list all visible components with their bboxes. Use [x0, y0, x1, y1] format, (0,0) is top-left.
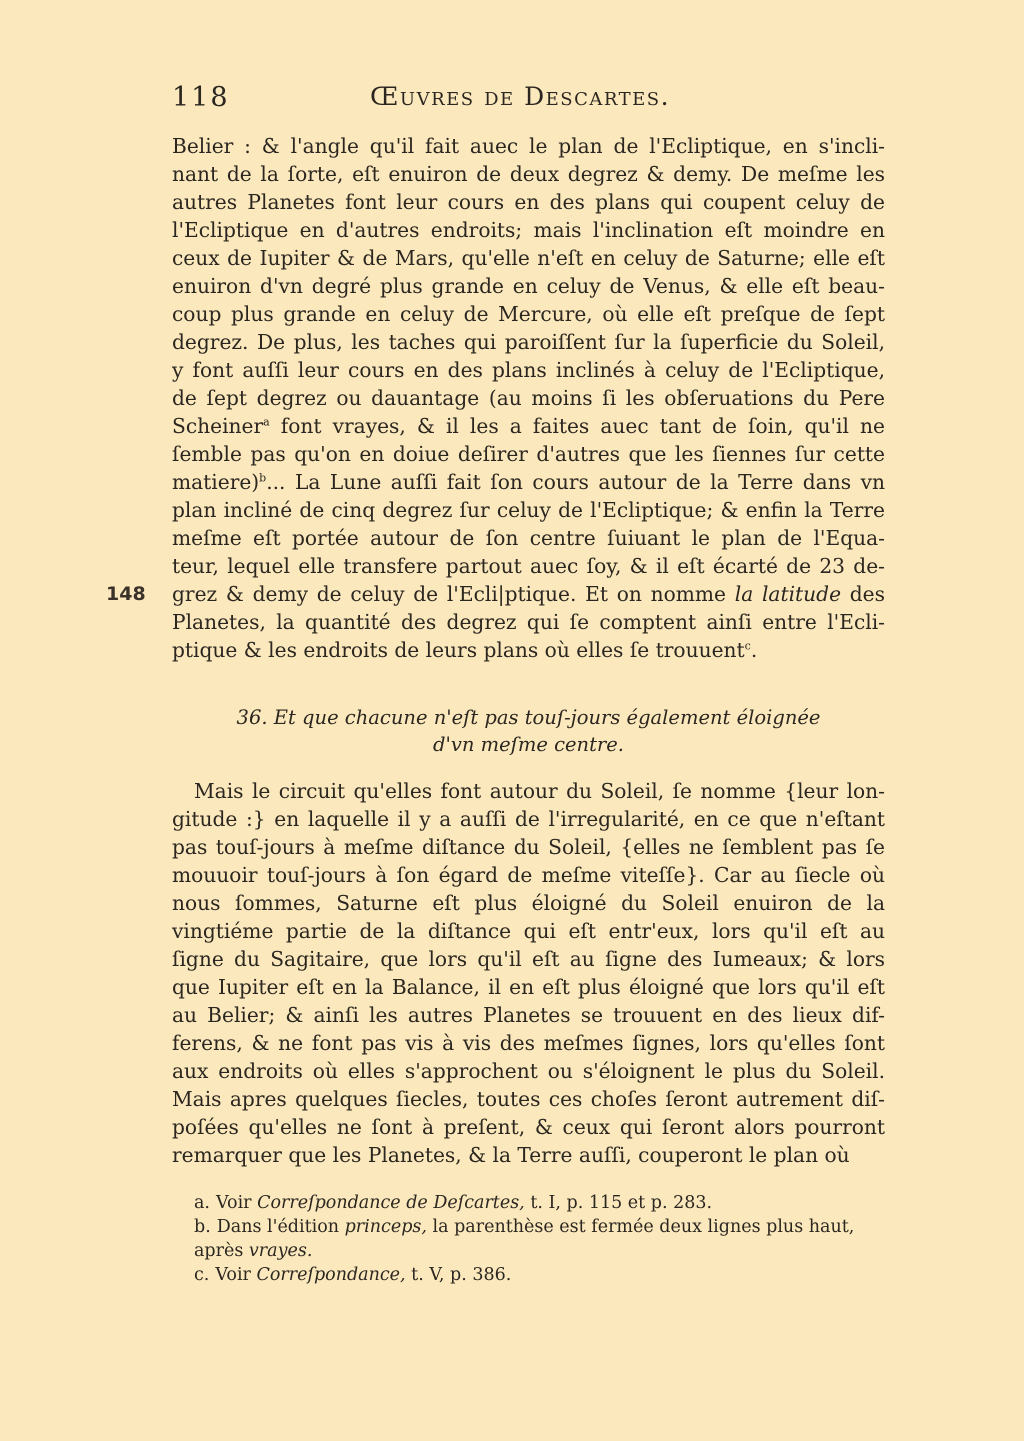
text-line: gitude :} en laquelle il y a auſſi de l'irregularité, en ce que n'eſtant — [172, 807, 885, 831]
section-heading-line: 36. Et que chacune n'eſt pas touſ-jours également éloignée — [236, 706, 821, 729]
footnotes — [172, 1191, 885, 1287]
text-line: mouuoir touſ-jours à ſon égard de meſme viteſſe}. Car au ſiecle où — [172, 863, 885, 887]
italic-span: la latitude — [734, 582, 842, 606]
text-line: Belier : & l'angle qu'il fait auec le plan de l'Ecliptique, en s'incli- — [172, 134, 885, 158]
text-line: meſme eſt portée autour de ſon centre ſuiuant le plan de l'Equa- — [172, 526, 885, 550]
paragraph-latitude — [172, 132, 885, 664]
section-heading-36 — [172, 704, 885, 758]
margin-page-reference: 148 — [106, 583, 146, 605]
text-line: y font auſſi leur cours en des plans inclinés à celuy de l'Ecliptique, — [172, 358, 885, 382]
text-line: ceux de Iupiter & de Mars, qu'elle n'eſt en celuy de Saturne; elle eſt — [172, 246, 885, 270]
text-line: pas touſ-jours à meſme diſtance du Soleil, {elles ne ſemblent pas ſe — [172, 835, 885, 859]
text-line: nant de la ſorte, eſt enuiron de deux degrez & demy. De meſme les — [172, 162, 885, 186]
text-line: coup plus grande en celuy de Mercure, où elle eſt preſque de ſept — [172, 302, 885, 326]
footnote-label: b. — [194, 1217, 211, 1237]
text-line: enuiron d'vn degré plus grande en celuy de Venus, & elle eſt beau- — [172, 274, 885, 298]
text-line: ferens, & ne font pas vis à vis des meſmes ſignes, lors qu'elles ſont — [172, 1031, 885, 1055]
text-line: aux endroits où elles s'approchent ou s'éloignent le plus du Soleil. — [172, 1059, 885, 1083]
text-line: ſemble pas qu'on en doiue deſirer d'autres que les ſiennes ſur cette — [172, 442, 885, 466]
text-line: de ſept degrez ou dauantage (au moins ſi les obſeruations du Pere — [172, 386, 885, 410]
italic-span: vrayes. — [248, 1241, 313, 1261]
running-title: Œuvres de Descartes. — [370, 82, 671, 111]
text-line: que Iupiter eſt en la Balance, il en eſt plus éloigné que lors qu'il eſt — [172, 975, 885, 999]
text-line: degrez. De plus, les taches qui paroiſſent ſur la ſuperficie du Soleil, — [172, 330, 885, 354]
footnote-marker: a — [263, 415, 270, 429]
italic-span: princeps, — [344, 1217, 427, 1237]
section-heading-line: d'vn meſme centre. — [432, 733, 624, 756]
text-line: teur, lequel elle transfere partout auec ſoy, & il eſt écarté de 23 de- — [172, 554, 885, 578]
footnote: c. Voir Correſpondance, t. V, p. 386. — [194, 1265, 512, 1285]
text-line: autres Planetes font leur cours en des plans qui coupent celuy de — [172, 190, 885, 214]
text-line: Mais apres quelques ſiecles, toutes ces choſes ſeront autrement diſ- — [172, 1087, 885, 1111]
text-line: ſigne du Sagitaire, que lors qu'il eſt au ſigne des Iumeaux; & lors — [172, 947, 885, 971]
text-line: matiere)$^b$... La Lune auſſi fait ſon cours autour de la Terre dans vn — [172, 470, 885, 494]
text-line: poſées qu'elles ne ſont à preſent, & ceux qui ſeront alors pourront — [172, 1115, 885, 1139]
text-line: remarquer que les Planetes, & la Terre auſſi, couperont le plan où — [172, 1143, 850, 1167]
running-head — [172, 82, 885, 118]
footnote: a. Voir Correſpondance de Deſcartes, t. I, p. 115 et p. 283. — [194, 1193, 713, 1213]
footnote-marker: c — [744, 639, 751, 653]
italic-span: Correſpondance de Deſcartes, — [257, 1193, 525, 1213]
text-line: au Belier; & ainſi les autres Planetes se trouuent en des lieux dif- — [172, 1003, 885, 1027]
page-number: 118 — [172, 82, 230, 113]
footnote-label: a. — [194, 1193, 210, 1213]
text-line: Scheiner$^a$ font vrayes, & il les a faites auec tant de ſoin, qu'il ne — [172, 414, 885, 438]
text-line: nous ſommes, Saturne eſt plus éloigné du Soleil enuiron de la — [172, 891, 885, 915]
text-line: grez & demy de celuy de l'Ecli|ptique. Et on nomme la latitude des — [172, 582, 885, 606]
text-line: ptique & les endroits de leurs plans où elles ſe trouuent$^c$. — [172, 638, 758, 662]
text-line: Mais le circuit qu'elles font autour du Soleil, ſe nomme {leur lon- — [194, 779, 885, 803]
footnote: b. Dans l'édition princeps, la parenthèse est fermée deux lignes plus haut, après vrayes. — [194, 1217, 855, 1261]
footnote-label: c. — [194, 1265, 210, 1285]
italic-span: Correſpondance, — [256, 1265, 406, 1285]
text-line: vingtiéme partie de la diſtance qui eſt entr'eux, lors qu'il eſt au — [172, 919, 885, 943]
text-line: Planetes, la quantité des degrez qui ſe comptent ainſi entre l'Ecli- — [172, 610, 885, 634]
paragraph-longitude — [172, 777, 885, 1169]
footnote-marker: b — [259, 471, 267, 485]
text-line: l'Ecliptique en d'autres endroits; mais l'inclination eſt moindre en — [172, 218, 885, 242]
text-line: plan incliné de cinq degrez ſur celuy de l'Ecliptique; & enfin la Terre — [172, 498, 885, 522]
